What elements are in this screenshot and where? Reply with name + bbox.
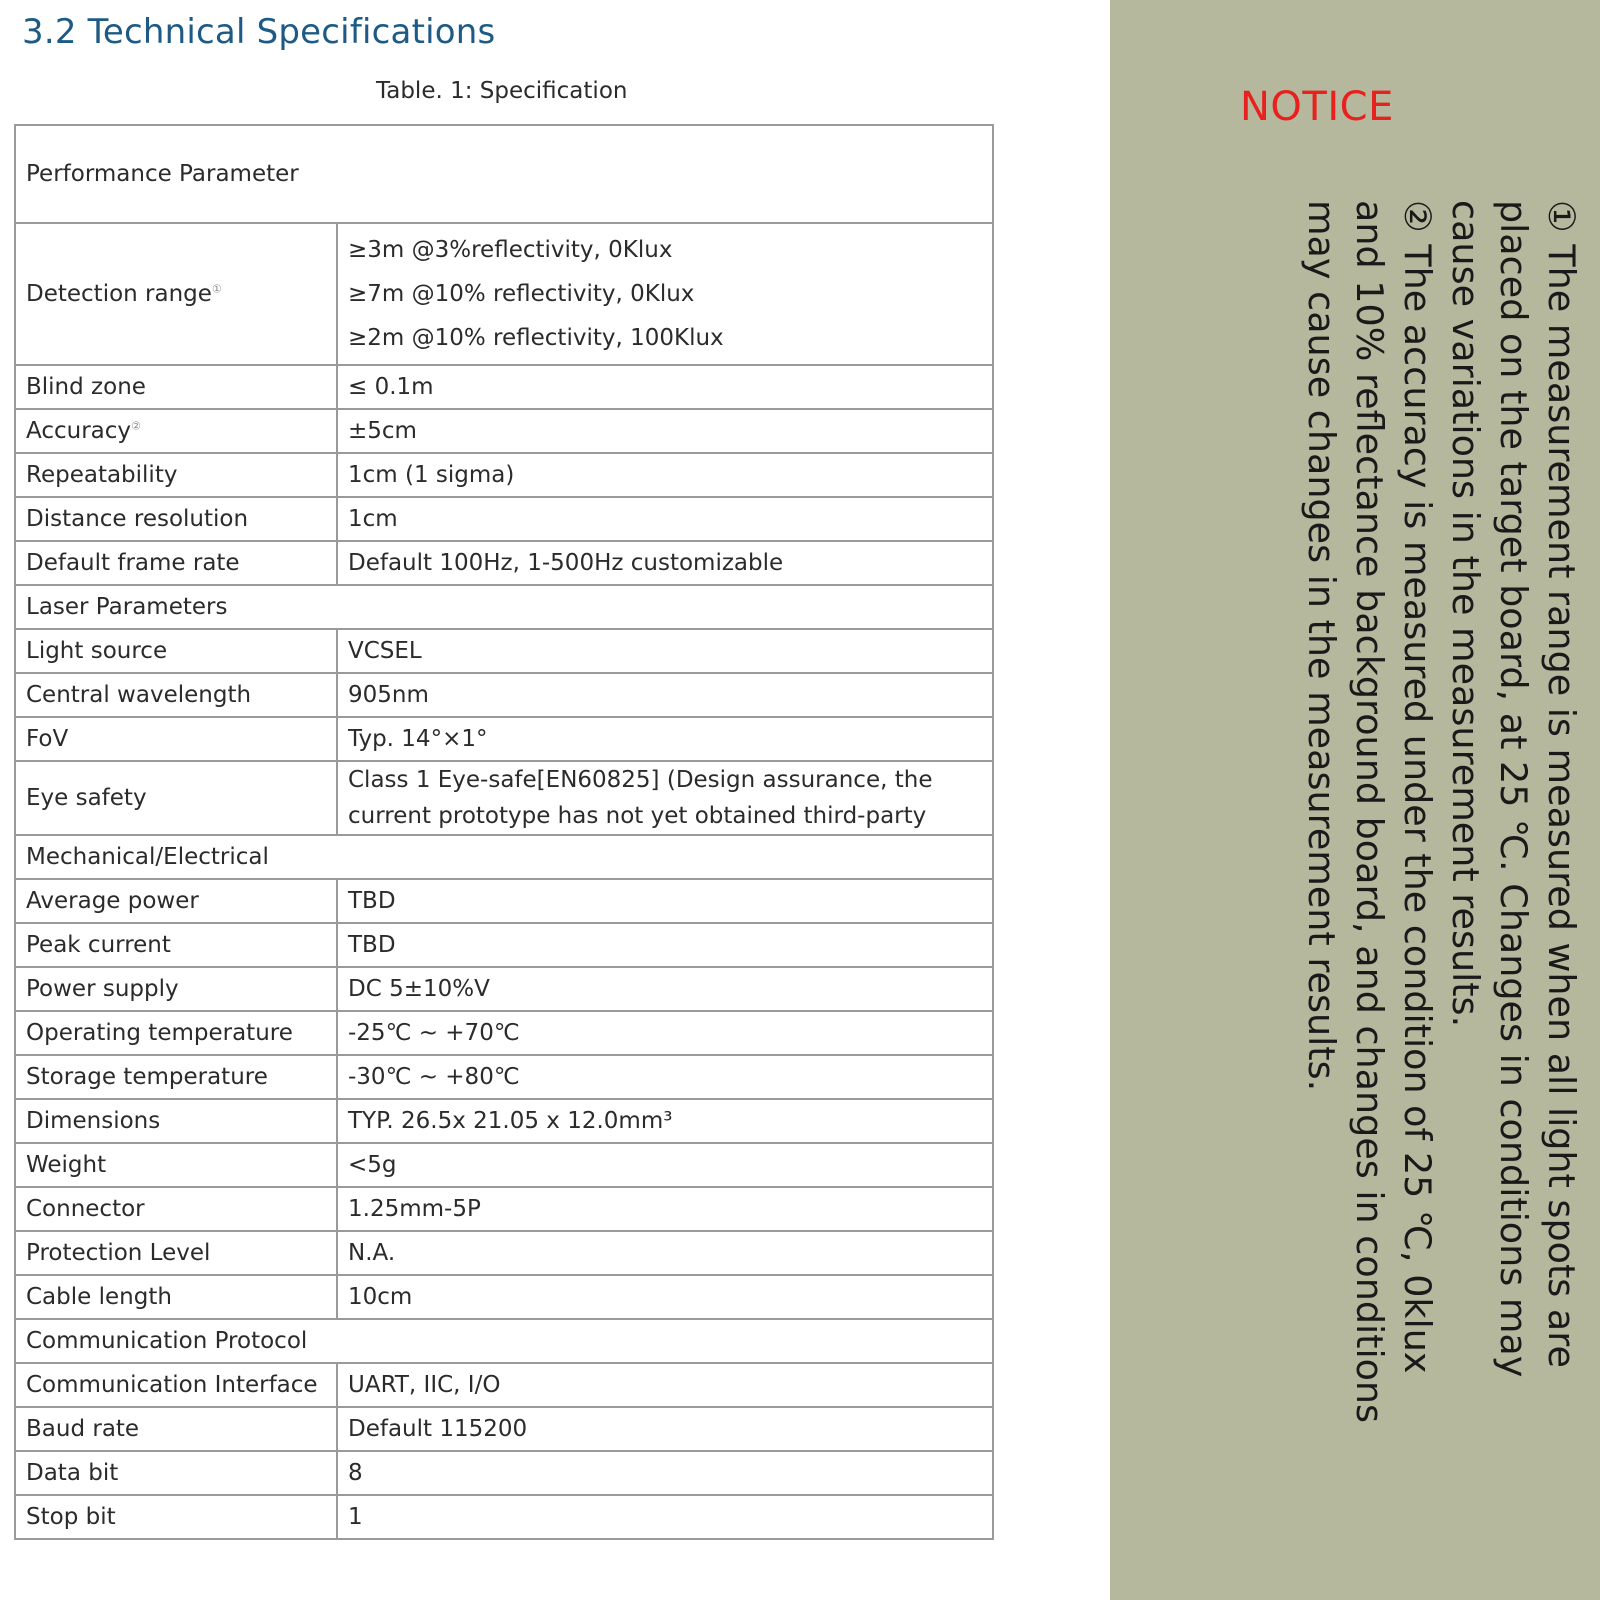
notice-footnote-1: ① The measurement range is measured when all light spots are placed on the target board, at 25 ℃. Changes in conditions may cause variations in the measurement results. <box>1444 200 1583 1378</box>
param-name-cell <box>15 1231 337 1275</box>
param-value-cell <box>337 1231 993 1275</box>
param-name: Communication Interface <box>26 1372 318 1398</box>
param-value: 10cm <box>348 1284 413 1310</box>
table-row <box>15 1363 993 1407</box>
param-value: 1cm <box>348 506 398 532</box>
param-name: Power supply <box>26 976 179 1002</box>
param-name-cell <box>15 1011 337 1055</box>
param-name: Operating temperature <box>26 1020 293 1046</box>
param-name-cell <box>15 673 337 717</box>
param-name: Data bit <box>26 1460 119 1486</box>
param-value-cell <box>337 1099 993 1143</box>
table-row <box>15 1143 993 1187</box>
param-name: Storage temperature <box>26 1064 268 1090</box>
table-row <box>15 585 993 629</box>
table-row <box>15 223 993 365</box>
param-value-cell <box>337 673 993 717</box>
param-name: Cable length <box>26 1284 172 1310</box>
param-name-cell <box>15 1451 337 1495</box>
table-row <box>15 1495 993 1539</box>
param-name-cell <box>15 1055 337 1099</box>
table-row <box>15 967 993 1011</box>
param-value-cell <box>337 497 993 541</box>
param-name: Detection range <box>26 281 212 307</box>
param-name-cell <box>15 409 337 453</box>
param-name-cell <box>15 223 337 365</box>
param-name: Accuracy <box>26 418 132 444</box>
param-value: -30℃ ~ +80℃ <box>348 1064 520 1090</box>
param-name: Dimensions <box>26 1108 161 1134</box>
param-value: 8 <box>348 1460 363 1486</box>
param-name-cell <box>15 761 337 835</box>
param-value-cell <box>337 223 993 365</box>
param-name-cell <box>15 497 337 541</box>
section-header-cell: Performance Parameter <box>15 125 993 223</box>
table-row <box>15 629 993 673</box>
param-value-cell <box>337 409 993 453</box>
table-row <box>15 365 993 409</box>
param-name-cell <box>15 1363 337 1407</box>
table-row <box>15 1407 993 1451</box>
notice-text-area <box>1200 200 1585 1440</box>
param-value: TBD <box>348 932 396 958</box>
param-name: Peak current <box>26 932 171 958</box>
notice-panel <box>1110 0 1600 1600</box>
param-value-cell <box>337 1055 993 1099</box>
param-name: Eye safety <box>26 785 147 811</box>
param-value-cell <box>337 761 993 835</box>
param-value-cell <box>337 923 993 967</box>
param-value-cell <box>337 541 993 585</box>
param-value: TYP. 26.5x 21.05 x 12.0mm³ <box>348 1108 673 1134</box>
param-name-cell <box>15 923 337 967</box>
table-row <box>15 497 993 541</box>
param-name-cell <box>15 879 337 923</box>
param-name-cell <box>15 541 337 585</box>
footnote-marker: ① <box>211 282 222 296</box>
param-value: DC 5±10%V <box>348 976 490 1002</box>
param-value-cell <box>337 1143 993 1187</box>
param-name-cell <box>15 1495 337 1539</box>
footnote-marker: ② <box>131 419 141 433</box>
table-row <box>15 1319 993 1363</box>
param-name: Distance resolution <box>26 506 249 532</box>
table-row <box>15 761 993 835</box>
param-value: N.A. <box>348 1240 396 1266</box>
section-header-cell: Laser Parameters <box>15 585 993 629</box>
param-value: ≤ 0.1m <box>348 374 434 400</box>
table-row <box>15 125 993 223</box>
param-name-cell <box>15 717 337 761</box>
param-value: VCSEL <box>348 638 422 664</box>
table-row <box>15 879 993 923</box>
table-row <box>15 717 993 761</box>
spec-table <box>14 124 994 1540</box>
table-row <box>15 835 993 879</box>
param-name-cell <box>15 629 337 673</box>
param-value-cell <box>337 1275 993 1319</box>
table-row <box>15 453 993 497</box>
param-value-line: ≥7m @10% reflectivity, 0Klux <box>348 281 695 307</box>
param-name-cell <box>15 365 337 409</box>
param-value: TBD <box>348 888 396 914</box>
param-name-cell <box>15 1407 337 1451</box>
param-name: Central wavelength <box>26 682 252 708</box>
param-name: Repeatability <box>26 462 178 488</box>
param-value: 905nm <box>348 682 429 708</box>
param-value-cell <box>337 1363 993 1407</box>
param-value-cell <box>337 629 993 673</box>
param-value-cell <box>337 453 993 497</box>
table-row <box>15 1187 993 1231</box>
param-value-cell <box>337 879 993 923</box>
param-value: 1 <box>348 1504 363 1530</box>
table-row <box>15 1099 993 1143</box>
param-value-line: ≥2m @10% reflectivity, 100Klux <box>348 325 724 351</box>
table-row <box>15 1275 993 1319</box>
table-row <box>15 1451 993 1495</box>
param-name: Light source <box>26 638 168 664</box>
table-row <box>15 923 993 967</box>
param-name: FoV <box>26 726 69 752</box>
notice-footnote-2: ② The accuracy is measured under the condition of 25 ℃, 0klux and 10% reflectance background board, and changes in conditions may cause changes in the measurement results. <box>1300 200 1439 1424</box>
param-value-cell <box>337 1407 993 1451</box>
param-name: Default frame rate <box>26 550 240 576</box>
param-value: <5g <box>348 1152 397 1178</box>
param-value-cell <box>337 1011 993 1055</box>
param-name-cell <box>15 967 337 1011</box>
param-value: Typ. 14°×1° <box>348 726 488 752</box>
param-value: Default 100Hz, 1-500Hz customizable <box>348 550 784 576</box>
param-name: Average power <box>26 888 199 914</box>
param-value: 1cm (1 sigma) <box>348 462 515 488</box>
param-name: Connector <box>26 1196 145 1222</box>
param-value-cell <box>337 1187 993 1231</box>
table-row <box>15 541 993 585</box>
table-row <box>15 409 993 453</box>
section-header-cell: Communication Protocol <box>15 1319 993 1363</box>
table-row <box>15 1055 993 1099</box>
param-name: Baud rate <box>26 1416 140 1442</box>
param-value: 1.25mm-5P <box>348 1196 481 1222</box>
param-name-cell <box>15 453 337 497</box>
param-name-cell <box>15 1099 337 1143</box>
param-name: Stop bit <box>26 1504 116 1530</box>
notice-body <box>1200 200 1585 1440</box>
section-title: 3.2 Technical Specifications <box>22 12 496 52</box>
param-value-cell <box>337 365 993 409</box>
param-value-line: ≥3m @3%reflectivity, 0Klux <box>348 237 673 263</box>
notice-title: NOTICE <box>1240 84 1394 130</box>
param-value: UART, IIC, I/O <box>348 1372 501 1398</box>
param-value-cell <box>337 1451 993 1495</box>
param-value: Default 115200 <box>348 1416 528 1442</box>
param-value-line: Class 1 Eye-safe[EN60825] (Design assurance, the <box>348 767 933 793</box>
param-value-cell <box>337 717 993 761</box>
table-row <box>15 1011 993 1055</box>
param-value-cell <box>337 967 993 1011</box>
param-name-cell <box>15 1143 337 1187</box>
param-value-cell <box>337 1495 993 1539</box>
param-name-cell <box>15 1275 337 1319</box>
param-name: Blind zone <box>26 374 146 400</box>
param-value: -25℃ ~ +70℃ <box>348 1020 520 1046</box>
param-value: ±5cm <box>348 418 417 444</box>
table-row <box>15 1231 993 1275</box>
table-caption: Table. 1: Specification <box>376 78 628 104</box>
param-name: Weight <box>26 1152 107 1178</box>
param-name-cell <box>15 1187 337 1231</box>
section-header-cell: Mechanical/Electrical <box>15 835 993 879</box>
param-name: Protection Level <box>26 1240 211 1266</box>
table-row <box>15 673 993 717</box>
param-value-line: current prototype has not yet obtained third-party <box>348 803 927 829</box>
